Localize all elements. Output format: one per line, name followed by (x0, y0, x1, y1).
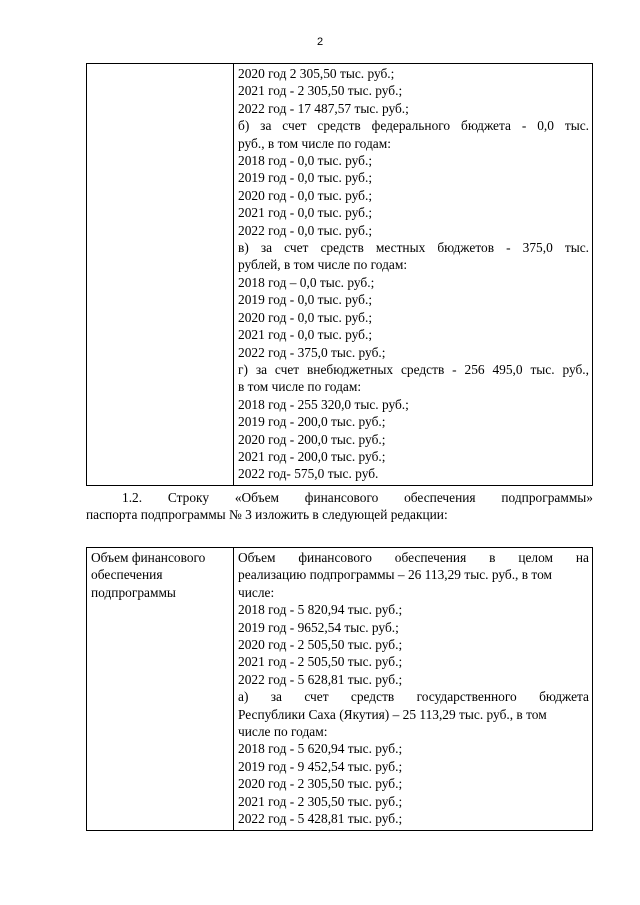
table-line: 2021 год - 2 305,50 тыс. руб.; (238, 793, 403, 809)
table-line: 2018 год – 0,0 тыс. руб.; (238, 274, 375, 290)
paragraph-line: паспорта подпрограммы № 3 изложить в следующей редакции: (86, 507, 448, 523)
table-label-cell (87, 548, 234, 831)
table-line: 2019 год - 0,0 тыс. руб.; (238, 170, 373, 186)
table-line: 2019 год - 9652,54 тыс. руб.; (238, 619, 399, 635)
table-line: 2020 год - 2 305,50 тыс. руб.; (238, 776, 403, 792)
table-line: руб., в том числе по годам: (238, 135, 391, 151)
table-line: 2020 год - 0,0 тыс. руб.; (238, 309, 373, 325)
table-line: 2022 год- 575,0 тыс. руб. (238, 466, 379, 482)
table-line: 2018 год - 0,0 тыс. руб.; (238, 153, 373, 169)
funding-table-continued (86, 63, 593, 486)
table-line: 2022 год - 375,0 тыс. руб.; (238, 344, 386, 360)
page-number: 2 (316, 36, 324, 48)
amendment-paragraph (86, 489, 593, 524)
label-line: обеспечения (91, 567, 163, 583)
table-line: 2019 год - 200,0 тыс. руб.; (238, 414, 386, 430)
table-line: 2021 год - 2 505,50 тыс. руб.; (238, 654, 403, 670)
table-line: 2019 год - 0,0 тыс. руб.; (238, 292, 373, 308)
table-line: 2019 год - 9 452,54 тыс. руб.; (238, 758, 403, 774)
table-line: 2020 год - 2 505,50 тыс. руб.; (238, 637, 403, 653)
table-line: 2020 год 2 305,50 тыс. руб.; (238, 66, 395, 81)
table-line: 2020 год - 0,0 тыс. руб.; (238, 187, 373, 203)
table-line: 2020 год - 200,0 тыс. руб.; (238, 431, 386, 447)
table-line: 2022 год - 5 428,81 тыс. руб.; (238, 811, 403, 827)
table-line: 2021 год - 200,0 тыс. руб.; (238, 448, 386, 464)
table-line: 2021 год - 0,0 тыс. руб.; (238, 327, 373, 343)
table-value-cell (234, 64, 593, 486)
table-line: числе: (238, 584, 275, 600)
table-line: в том числе по годам: (238, 379, 362, 395)
table-row (87, 64, 593, 486)
table-line: г) за счет внебюджетных средств - 256 495,0 тыс. руб., (238, 361, 589, 377)
funding-table (86, 547, 593, 831)
table-line: реализацию подпрограммы – 26 113,29 тыс. руб., в том (238, 567, 552, 583)
table-line: 2021 год - 2 305,50 тыс. руб.; (238, 83, 403, 99)
table-line: в) за счет средств местных бюджетов - 375,0 тыс. (238, 240, 589, 256)
table-value-cell (234, 548, 593, 831)
table-line: 2018 год - 5 620,94 тыс. руб.; (238, 741, 403, 757)
table-line: рублей, в том числе по годам: (238, 257, 408, 273)
label-line: подпрограммы (91, 584, 176, 600)
label-line: Объем финансового (91, 550, 206, 565)
table-line: 2022 год - 5 628,81 тыс. руб.; (238, 671, 403, 687)
table-line: б) за счет средств федерального бюджета - 0,0 тыс. (238, 118, 589, 134)
table-line: 2022 год - 17 487,57 тыс. руб.; (238, 100, 409, 116)
table-line: Республики Саха (Якутия) – 25 113,29 тыс. руб., в том (238, 706, 547, 722)
table-line: числе по годам: (238, 724, 328, 740)
table-line: а) за счет средств государственного бюджета (238, 689, 589, 705)
table-label-cell (87, 64, 234, 486)
table-line: 2022 год - 0,0 тыс. руб.; (238, 222, 373, 238)
table-line: Объем финансового обеспечения в целом на (238, 550, 589, 565)
table-line: 2018 год - 255 320,0 тыс. руб.; (238, 396, 409, 412)
paragraph-line: 1.2. Строку «Объем финансового обеспечения подпрограммы» (122, 490, 593, 505)
table-line: 2018 год - 5 820,94 тыс. руб.; (238, 602, 403, 618)
table-row (87, 548, 593, 831)
table-line: 2021 год - 0,0 тыс. руб.; (238, 205, 373, 221)
